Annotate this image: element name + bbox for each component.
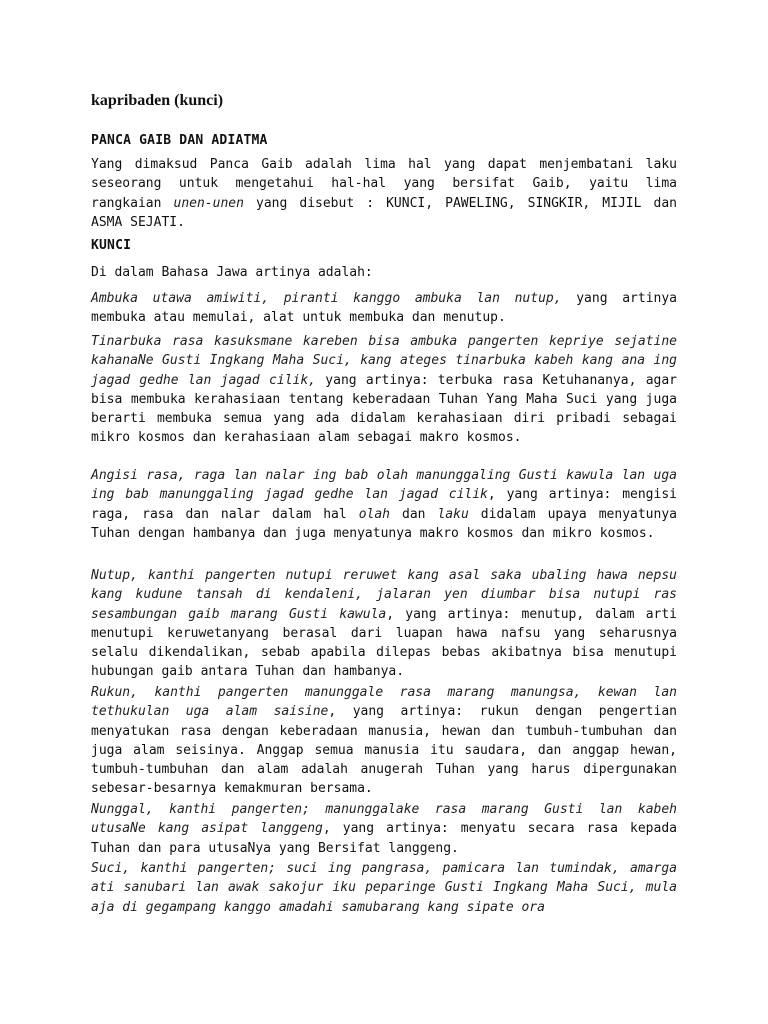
paragraph-ambuka [91,289,677,328]
paragraph-rukun [91,683,677,799]
text: yang artinya membuka atau memulai, alat untuk membuka dan menutup. [91,291,678,326]
italic-text: Rukun, kanthi pangerten manunggale rasa marang manungsa, kewan lan tethukulan uga alam saisine [91,685,677,720]
text: , yang artinya: menutup, dalam arti menutupi keruwetanyang berasal dari luapan hawa nafsu yang seharusnya selalu dikendalikan, sebab apabila dilepas bebas akibatnya bisa menutupi hubungan gaib antara Tuhan dan hambanya. [91,606,677,680]
paragraph-suci [91,859,677,921]
italic-text: olah [358,506,390,522]
paragraph-bahasa-jawa: Di dalam Bahasa Jawa artinya adalah: [91,265,373,280]
document-title: kapribaden (kunci) [91,92,224,109]
paragraph-angisi [91,466,677,543]
italic-text: Tinarbuka rasa kasuksmane kareben bisa ambuka pangerten kepriye sejatine kahanaNe Gusti Ingkang Maha Suci, kang ateges tinarbuka kabeh kang ana ing jagad gedhe lan jagad cilik, [91,334,677,388]
text: , yang artinya: mengisi raga, rasa dan nalar dalam hal [91,487,677,522]
paragraph-nutup [91,566,677,682]
italic-text: unen-unen [173,195,244,211]
heading-kunci: KUNCI [91,238,132,253]
text: didalam upaya menyatunya Tuhan dengan hambanya dan juga menyatunya makro kosmos dan mikro kosmos. [91,506,677,541]
italic-text: laku [437,506,469,522]
paragraph-tinarbuka [91,332,677,448]
paragraph-intro [91,155,677,232]
italic-text: Angisi rasa, raga lan nalar ing bab olah manunggaling Gusti kawula lan uga ing bab manunggaling jagad gedhe lan jagad cilik [91,468,677,503]
text: Yang dimaksud Panca Gaib adalah lima hal yang dapat menjembatani laku seseorang untuk mengetahui hal-hal yang bersifat Gaib, yaitu lima rangkaian [91,157,677,211]
text: yang artinya: terbuka rasa Ketuhananya, agar bisa membuka kerahasiaan tentang keberadaan Tuhan Yang Maha Suci yang juga berarti membuka semua yang ada didalam kerahasiaan diri pribadi sebagai mikro kosmos dan kerahasiaan alam sebagai makro kosmos. [91,372,677,446]
text: , yang artinya: menyatu secara rasa kepada Tuhan dan para utusaNya yang Bersifat langgeng. [91,821,677,856]
italic-text: Nunggal, kanthi pangerten; manunggalake rasa marang Gusti lan kabeh utusaNe kang asipat langgeng [91,802,677,837]
text: dan [390,506,438,522]
paragraph-nunggal [91,800,677,858]
italic-text: Ambuka utawa amiwiti, piranti kanggo ambuka lan nutup, [91,291,562,306]
heading-panca-gaib: PANCA GAIB DAN ADIATMA [91,133,268,148]
text: yang disebut : KUNCI, PAWELING, SINGKIR, MIJIL dan ASMA SEJATI. [91,195,677,230]
italic-text: Suci, kanthi pangerten; suci ing pangrasa, pamicara lan tumindak, amarga ati sanubari lan awak sakojur iku peparinge Gusti Ingkang Maha Suci, mula aja di gegampang kanggo amadahi samubarang kang sipate ora [91,861,677,915]
italic-text: Nutup, kanthi pangerten nutupi reruwet kang asal saka ubaling hawa nepsu kang kudune tansah di kendaleni, jalaran yen diumbar bisa nutupi ras sesambungan gaib marang Gusti kawula [91,568,677,622]
text: , yang artinya: rukun dengan pengertian menyatukan rasa dengan keberadaan manusia, hewan dan tumbuh-tumbuhan dan juga alam seisinya. Anggap semua manusia itu saudara, dan anggap hewan, tumbuh-tumbuhan dan alam adalah anugerah Tuhan yang harus dipergunakan sebesar-besarnya kemakmuran bersama. [91,704,677,797]
